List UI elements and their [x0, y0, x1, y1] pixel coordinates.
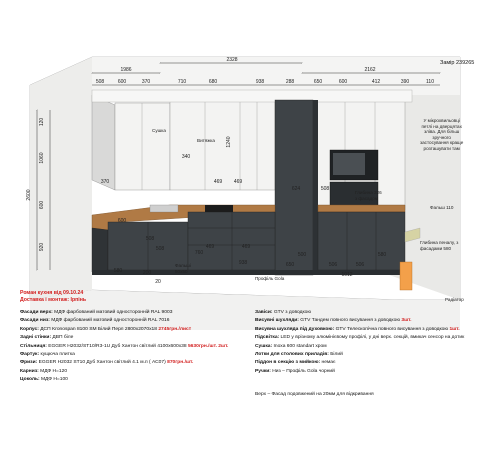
spec-suffix: 3шт. — [401, 318, 412, 324]
spec-value: GTV з доводкою — [272, 310, 312, 315]
spec-left-row — [20, 343, 228, 351]
dimension-label: 680 — [208, 79, 218, 85]
dimension-label: 760 — [194, 250, 204, 256]
dimension-label: 938 — [255, 79, 265, 85]
dimension-label: 1012 — [341, 272, 353, 278]
dimension-label: 500 — [297, 252, 307, 258]
spec-value: ДСП Kronospan 8100 SM Білий Перл 2800x2070x18 — [38, 326, 159, 332]
label-glybyna-fasad: Глибина 326 з фасадом — [355, 190, 382, 201]
spec-value: МДФ Н=120 — [38, 368, 68, 374]
spec-value: МДФ Н=100 — [39, 377, 68, 383]
order-info-line2: Доставка і монтаж: Ірпінь — [20, 296, 87, 303]
dimension-label: 580 — [113, 268, 123, 274]
dimension-label: 390 — [400, 79, 410, 85]
spec-value: Inoxa 600 standart хром — [272, 343, 327, 349]
dimension-label: 580 — [377, 252, 387, 258]
dimension-label: 506 — [355, 262, 365, 268]
spec-value: EGGER H2032 ST10 Дуб Хантон світлий 4.1 м.п ( АС07) — [37, 360, 168, 366]
spec-key: Підсвітка: — [255, 335, 280, 341]
spec-key: Задні стінки: — [20, 335, 52, 341]
label-sushka: Сушка — [152, 128, 166, 133]
spec-key: Висувні шухляди: — [255, 318, 299, 324]
dimension-label: 710 — [177, 79, 187, 85]
dimension-label: 650 — [313, 79, 323, 85]
dimension-label: 508 — [95, 79, 105, 85]
spec-left-row — [20, 309, 228, 317]
spec-right-row — [255, 309, 464, 317]
label-vytiazhka: Витяжка — [197, 138, 215, 143]
spec-key: Фасади низ: — [20, 318, 50, 324]
spec-value: МДФ фарбований матовий односторонній RAL 7016 — [49, 318, 170, 324]
spec-key: Цоколь: — [20, 377, 40, 383]
dimension-label: 2162 — [364, 67, 376, 73]
spec-key: Лотки для столових приладів: — [255, 352, 329, 358]
label-profile-gola: Профіль Gola — [255, 276, 285, 281]
spec-key: Ручки: — [255, 368, 271, 374]
dimension-label: 288 — [285, 79, 295, 85]
spec-right-row — [255, 343, 464, 351]
dimension-label: 624 — [291, 186, 301, 192]
spec-key: Піддон в секцію з мийкою: — [255, 360, 321, 366]
dimension-label: 469 — [213, 179, 223, 185]
spec-key: Фасади верх: — [20, 310, 53, 315]
spec-price: 2745грн./лист — [158, 326, 192, 332]
spec-key: Карниз: — [20, 368, 39, 374]
dimension-label: 508 — [145, 236, 155, 242]
spec-right-row — [255, 326, 464, 334]
spec-value: LED у врізному алюмінієвому профілі, у дні верх. секцій, вмикач сенсор на дотик — [279, 335, 465, 341]
spec-key: Завіси: — [255, 310, 273, 315]
dimension-label: 600 — [39, 200, 45, 210]
order-number: Замір 239265 — [440, 60, 475, 66]
dimension-label: 1986 — [120, 67, 132, 73]
label-falshy: Фальші 50x50 — [175, 263, 191, 274]
spec-value: EGGER H2032/ST10/R3-1U Дуб Хантон світлий 4100x600x38 — [46, 343, 188, 349]
spec-right-row — [255, 368, 464, 376]
dimension-label: 20 — [155, 279, 161, 285]
spec-right — [255, 309, 464, 376]
microwave-note: У мікрохвильовці петлі на дверцятах зліва. Для більш зручного застосування краще розташувати там — [420, 118, 464, 151]
spec-right-row — [255, 334, 464, 342]
dimension-label: 600 — [117, 79, 127, 85]
dimension-label: 120 — [39, 117, 45, 127]
dimension-label: 2328 — [226, 57, 238, 63]
spec-value: Низ – Профіль Gola чорний — [270, 368, 335, 374]
spec-left — [20, 309, 228, 385]
spec-price: 5630грн./шт. 2шт. — [187, 343, 229, 349]
dimension-label: 1060 — [39, 152, 45, 164]
spec-suffix: 1шт. — [449, 326, 460, 332]
spec-key: Сушка: — [255, 343, 273, 349]
dimension-label: 508 — [155, 246, 165, 252]
spec-right-sub: Верх – Фасад подовжений на 20мм для відкривання — [255, 392, 374, 397]
spec-value: GTV Телескопічна повного висування з доводкою — [334, 326, 450, 332]
order-info-line1: Роман кухня від 09.10.24 — [20, 290, 84, 296]
spec-left-row — [20, 326, 228, 334]
dimension-label: 370 — [141, 79, 151, 85]
spec-price: 870грн./шт. — [167, 360, 194, 366]
dimension-label: 1240 — [226, 136, 232, 148]
dimension-label: 938 — [238, 260, 248, 266]
dimension-label: 2600 — [26, 189, 32, 201]
dimension-label: 340 — [181, 154, 191, 160]
dimension-label: 412 — [371, 79, 381, 85]
spec-value: немає — [320, 360, 336, 366]
spec-left-row — [20, 368, 228, 376]
spec-value: Білий — [328, 352, 343, 358]
dimension-label: 600 — [117, 218, 127, 224]
spec-right-row — [255, 359, 464, 367]
dimension-label: 920 — [39, 242, 45, 252]
dimension-label: 370 — [100, 179, 110, 185]
dimension-label: 469 — [205, 244, 215, 250]
spec-key: Висувна шухляда під духовкою: — [255, 326, 335, 332]
dimension-label: 650 — [285, 262, 295, 268]
spec-left-row — [20, 376, 228, 384]
spec-key: Стільниця: — [20, 343, 47, 349]
spec-left-row — [20, 334, 228, 342]
dimension-label: 469 — [241, 244, 251, 250]
dimension-label: 506 — [328, 262, 338, 268]
spec-value: ДВП біле — [51, 335, 74, 341]
order-info — [20, 290, 86, 303]
spec-key: Фартук: — [20, 352, 40, 358]
label-falsh-110: Фальш 110 — [430, 205, 454, 210]
dimension-label: 600 — [338, 79, 348, 85]
spec-left-row — [20, 317, 228, 325]
spec-value: кущюча плитка — [39, 352, 75, 358]
label-glybyna-penalu: Глибина пеналу, з фасадами 580 — [420, 240, 459, 251]
spec-left-row — [20, 359, 228, 367]
dimension-label: 508 — [320, 186, 330, 192]
dimension-label: 110 — [426, 79, 434, 85]
spec-value: МДФ фарбований матовий односторонній RAL 9003 — [52, 310, 173, 315]
spec-right-row — [255, 317, 464, 325]
label-radiator: Радіатор — [445, 297, 464, 302]
spec-right-row — [255, 351, 464, 359]
spec-left-row — [20, 351, 228, 359]
dimension-label: 200 — [142, 270, 152, 276]
spec-key: Корпус: — [20, 326, 39, 332]
spec-value: GTV Тандем повного висування з доводкою — [298, 318, 402, 324]
spec-key: Фризи: — [20, 360, 38, 366]
dimension-label: 469 — [233, 179, 243, 185]
radiator — [400, 262, 412, 290]
